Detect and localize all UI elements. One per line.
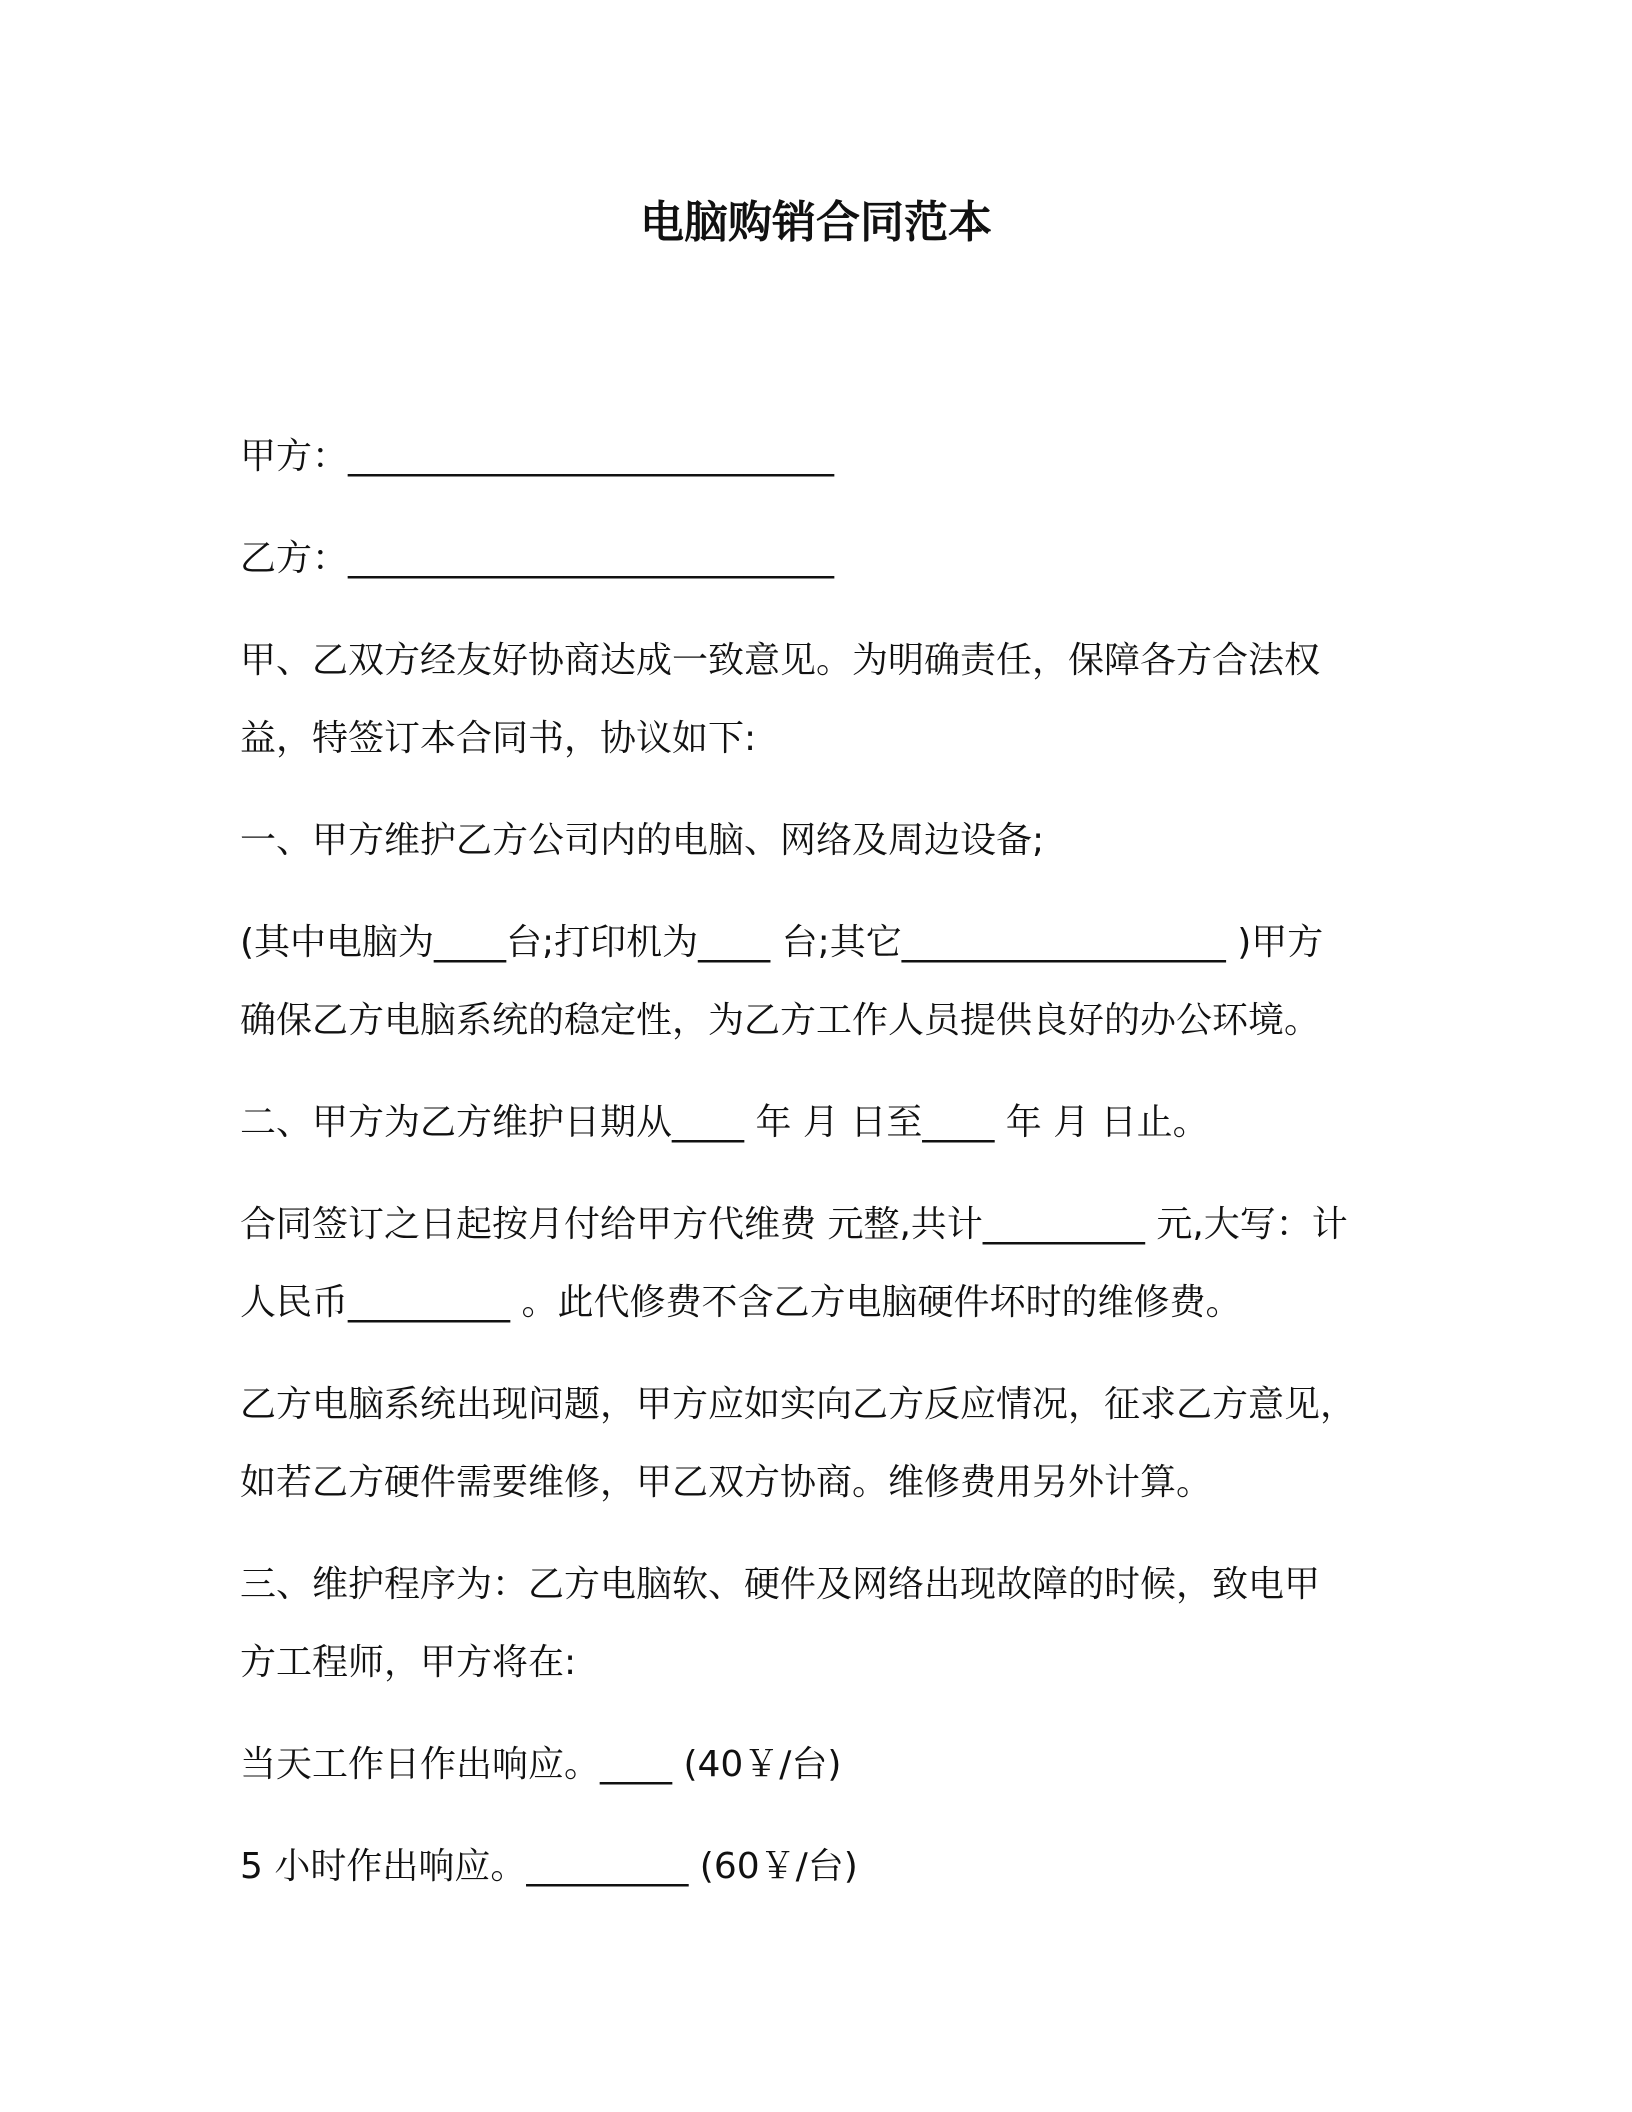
preamble-paragraph [240,622,1400,778]
text-line: 确保乙方电脑系统的稳定性，为乙方工作人员提供良好的办公环境。 [240,1000,1321,1041]
text-line: 二、甲方为乙方维护日期从____ 年 月 日至____ 年 月 日止。 [240,1102,1209,1143]
text-line: 乙方电脑系统出现问题，甲方应如实向乙方反应情况，征求乙方意见， [240,1384,1357,1425]
text-line: 甲方：___________________________ [240,436,835,477]
same-day-response-option [240,1726,1400,1804]
party-a-line [240,418,1400,496]
text-line: 甲、乙双方经友好协商达成一致意见。为明确责任，保障各方合法权 [240,640,1321,681]
text-line: 当天工作日作出响应。____ (40￥/台) [240,1744,842,1785]
repair-paragraph [240,1366,1400,1522]
text-line: 合同签订之日起按月付给甲方代维费 元整,共计_________ 元,大写：计 [240,1204,1348,1245]
text-line: (其中电脑为____台;打印机为____ 台;其它__________________ )甲方 [240,922,1324,963]
five-hour-response-option [240,1828,1400,1906]
device-count-paragraph [240,904,1400,1060]
text-line: 乙方：___________________________ [240,538,835,579]
clause-one [240,802,1400,880]
document-title: 电脑购销合同范本 [640,197,992,248]
text-line: 方工程师，甲方将在: [240,1642,577,1683]
clause-two [240,1084,1400,1162]
text-line: 5 小时作出响应。_________ (60￥/台) [240,1846,858,1887]
text-line: 人民币_________ 。此代修费不含乙方电脑硬件坏时的维修费。 [240,1282,1242,1323]
text-line: 一、甲方维护乙方公司内的电脑、网络及周边设备; [240,820,1045,861]
party-b-line [240,520,1400,598]
contract-body [240,418,1400,1906]
text-line: 益，特签订本合同书，协议如下: [240,718,757,759]
text-line: 如若乙方硬件需要维修，甲乙双方协商。维修费用另外计算。 [240,1462,1213,1503]
text-line: 三、维护程序为：乙方电脑软、硬件及网络出现故障的时候，致电甲 [240,1564,1321,1605]
clause-three [240,1546,1400,1702]
payment-paragraph [240,1186,1400,1342]
